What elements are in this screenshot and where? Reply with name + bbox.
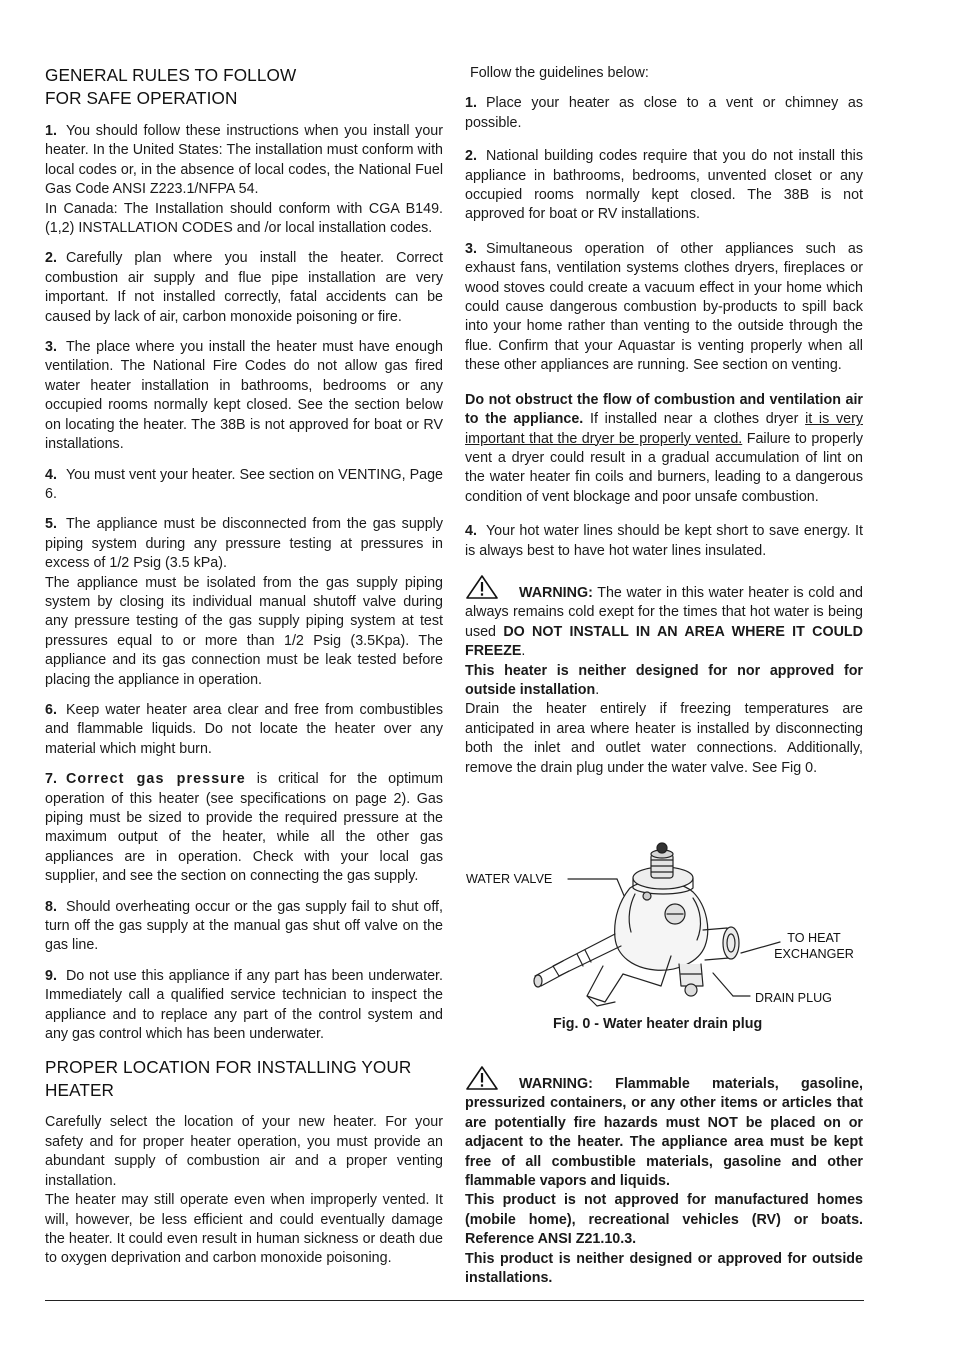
drain-paragraph: Drain the heater entirely if freezing temperatures are anticipated in area where heater is installed by disconnecting both the inlet and outlet water connections. Additionally, remove the drain plug under the water valve. See Fig 0. — [465, 701, 863, 776]
warning-bold-text: DO NOT INSTALL IN AN AREA WHERE IT COULD FREEZE — [465, 623, 863, 660]
guideline-number: 1. — [465, 95, 477, 112]
rule-3 — [45, 338, 443, 454]
lower-right-warnings — [465, 1066, 863, 1288]
obstruct-text: If installed near a clothes dryer — [583, 411, 806, 428]
rule-number: 4. — [45, 466, 57, 483]
rule-text: Keep water heater area clear and free from combustibles and flammable liquids. Do not locate the heater over any material which might burn. — [45, 701, 443, 757]
label-to-heat-exchanger — [768, 930, 860, 962]
guideline-number: 4. — [465, 523, 477, 540]
rule-text: Should overheating occur or the gas supply fail to shut off, turn off the gas supply at the manual gas shut off valve on the gas line. — [45, 898, 443, 954]
rule-2 — [45, 249, 443, 327]
rule-bold-text: Correct gas pressure — [65, 771, 246, 788]
guidelines-intro: Follow the guidelines below: — [470, 65, 649, 81]
rule-7 — [45, 770, 443, 886]
guideline-text: Simultaneous operation of other appliances such as exhaust fans, ventilation systems clothes dryers, fireplaces or wood stoves could create a vacuum effect in your home which could cause dangerous combustion by-products to spill back into your home rather than venting to the outside through the flue. Confirm that your Aquastar is venting properly when all these other appliances are running. See section on venting. — [465, 240, 863, 374]
warning-freeze — [465, 575, 863, 662]
obstruct-paragraph — [465, 391, 863, 507]
warning-bold-text: WARNING: Flammable materials, gasoline, pressurized containers, or any other items or articles that are potentially fire hazards must NOT be placed on or adjacent to the heater. The appliance area must be kept free of all combustible materials, gasoline and other flammable vapors and liquids. — [465, 1076, 863, 1190]
rule-number: 1. — [45, 123, 57, 139]
guideline-2 — [465, 147, 863, 225]
heading-line: HEATER — [45, 1080, 115, 1101]
location-paragraph-1: Carefully select the location of your new heater. For your safety and for proper heater operation, you must provide an abundant supply of combustion air and a proper venting installation. — [45, 1114, 443, 1189]
warning-triangle-icon — [465, 1066, 499, 1090]
warning-flammable — [465, 1066, 863, 1191]
left-column — [45, 64, 443, 1269]
label-line: EXCHANGER — [774, 947, 854, 961]
rule-text: The place where you install the heater must have enough ventilation. The National Fire Codes do not allow gas fired water heater installation in bathrooms, bedrooms or any occupied rooms normally kept closed. See the section below on locating the heater. The 38B is not approved for boat or RV installations. — [45, 339, 443, 453]
heading-line: FOR SAFE OPERATION — [45, 88, 238, 108]
warning-punctuation: . — [521, 643, 526, 660]
outside-bold-text: This heater is neither designed for nor approved for outside installation — [465, 662, 863, 698]
outside-installations-note — [465, 1250, 863, 1289]
rule-5-continued: The appliance must be isolated from the gas supply piping system by closing its individual manual shutoff valve during any pressure testing of the gas supply piping system at test pressures equal to or more than 1/2 Psig (3.5Kpa). The appliance and its gas connection must be leak tested before placing the appliance in operation. — [45, 574, 443, 688]
section-heading-proper-location — [45, 1056, 443, 1102]
heading-line: GENERAL RULES TO FOLLOW — [45, 65, 297, 85]
guideline-text: Place your heater as close to a vent or chimney as possible. — [465, 95, 863, 131]
note-bold-text: This product is not approved for manufactured homes (mobile home), recreational vehicles (RV) or boats. Reference ANSI Z21.10.3. — [465, 1192, 863, 1248]
rule-9 — [45, 967, 443, 1045]
guideline-3 — [465, 240, 863, 376]
rule-number: 7. — [45, 771, 57, 788]
outside-punctuation: . — [595, 681, 600, 698]
note-bold-text: This product is neither designed or approved for outside installations. — [465, 1250, 863, 1287]
obstruct-underlined-text: it is very important that the dryer be properly vented. — [465, 411, 863, 447]
obstruct-bold-text: Do not obstruct the flow of combustion and ventilation air to the appliance. — [465, 391, 863, 428]
rule-text: The appliance must be disconnected from the gas supply piping system during any pressure testing at pressures in excess of 1/2 Psig (3.5 kPa). — [45, 516, 443, 572]
rule-number: 3. — [45, 339, 57, 356]
rule-number: 6. — [45, 701, 57, 718]
water-valve-figure — [465, 838, 863, 1043]
location-paragraph-2: The heater may still operate even when improperly vented. It will, however, be less efficient and could eventually damage the heater. It could even result in human sickness or death due to oxygen deprivation and carbon monoxide poisoning. — [45, 1192, 443, 1267]
warning-triangle-icon — [465, 575, 499, 599]
label-line: TO HEAT — [787, 931, 841, 945]
obstruct-text: Failure to properly vent a dryer could result in a gradual accumulation of lint on the water heater fin coils and burners, leading to a dangerous condition of vent blockage and poor unsafe combustion. — [465, 430, 863, 505]
rule-number: 5. — [45, 516, 57, 533]
guideline-text: Your hot water lines should be kept short to save energy. It is always best to have hot water lines insulated. — [465, 523, 863, 559]
rule-text: You must vent your heater. See section on VENTING, Page 6. — [45, 466, 443, 502]
outside-installation-note — [465, 662, 863, 701]
rule-6 — [45, 701, 443, 759]
rule-number: 2. — [45, 250, 57, 267]
right-column — [465, 64, 863, 778]
rule-text: Carefully plan where you install the heater. Correct combustion air supply and flue pipe installation are very important. If not installed correctly, fatal accidents can be caused by lack of air, carbon monoxide poisoning or fire. — [45, 250, 443, 325]
footer-rule — [45, 1300, 864, 1301]
rule-number: 8. — [45, 898, 57, 915]
guideline-number: 3. — [465, 240, 477, 257]
rule-1 — [45, 122, 443, 200]
rule-text: You should follow these instructions when you install your heater. In the United States: The installation must conform with local codes or, in the absence of local codes, the National Fuel Gas Code ANSI Z223.1/NFPA 54. — [45, 123, 443, 198]
rule-5 — [45, 515, 443, 573]
warning-text: The water in this water heater is cold and always remains cold exept for the times that hot water is being used — [465, 584, 863, 640]
guideline-4 — [465, 522, 863, 561]
guideline-1 — [465, 94, 863, 133]
label-drain-plug: DRAIN PLUG — [755, 991, 832, 1005]
rule-1-canada: In Canada: The Installation should conform with CGA B149.(1,2) INSTALLATION CODES and /or local installation codes. — [45, 200, 443, 237]
figure-caption: Fig. 0 - Water heater drain plug — [553, 1016, 763, 1032]
label-water-valve: WATER VALVE — [466, 872, 553, 886]
rule-text: Do not use this appliance if any part has been underwater. Immediately call a qualified service technician to inspect the appliance and to replace any part of the control system and any gas control which has been underwater. — [45, 967, 443, 1043]
rule-8 — [45, 898, 443, 956]
manufactured-homes-note — [465, 1191, 863, 1249]
section-heading-general-rules — [45, 64, 443, 110]
rule-4 — [45, 466, 443, 505]
heading-line: PROPER LOCATION FOR INSTALLING YOUR — [45, 1057, 412, 1078]
warning-label: WARNING: — [519, 584, 593, 601]
rule-number: 9. — [45, 967, 57, 984]
guideline-number: 2. — [465, 148, 477, 165]
guideline-text: National building codes require that you do not install this appliance in bathrooms, bedrooms, unvented closet or any occupied rooms normally kept closed. The 38B is not approved for boat or RV installations. — [465, 148, 863, 223]
rule-text: is critical for the optimum operation of this heater (see specifications on page 2). Gas piping must be sized to provide the required pressure at the maximum output of the heater, while all the other gas appliances are in operation. Check with your local gas supplier, and see the section on connecting the gas supply. — [45, 771, 443, 885]
